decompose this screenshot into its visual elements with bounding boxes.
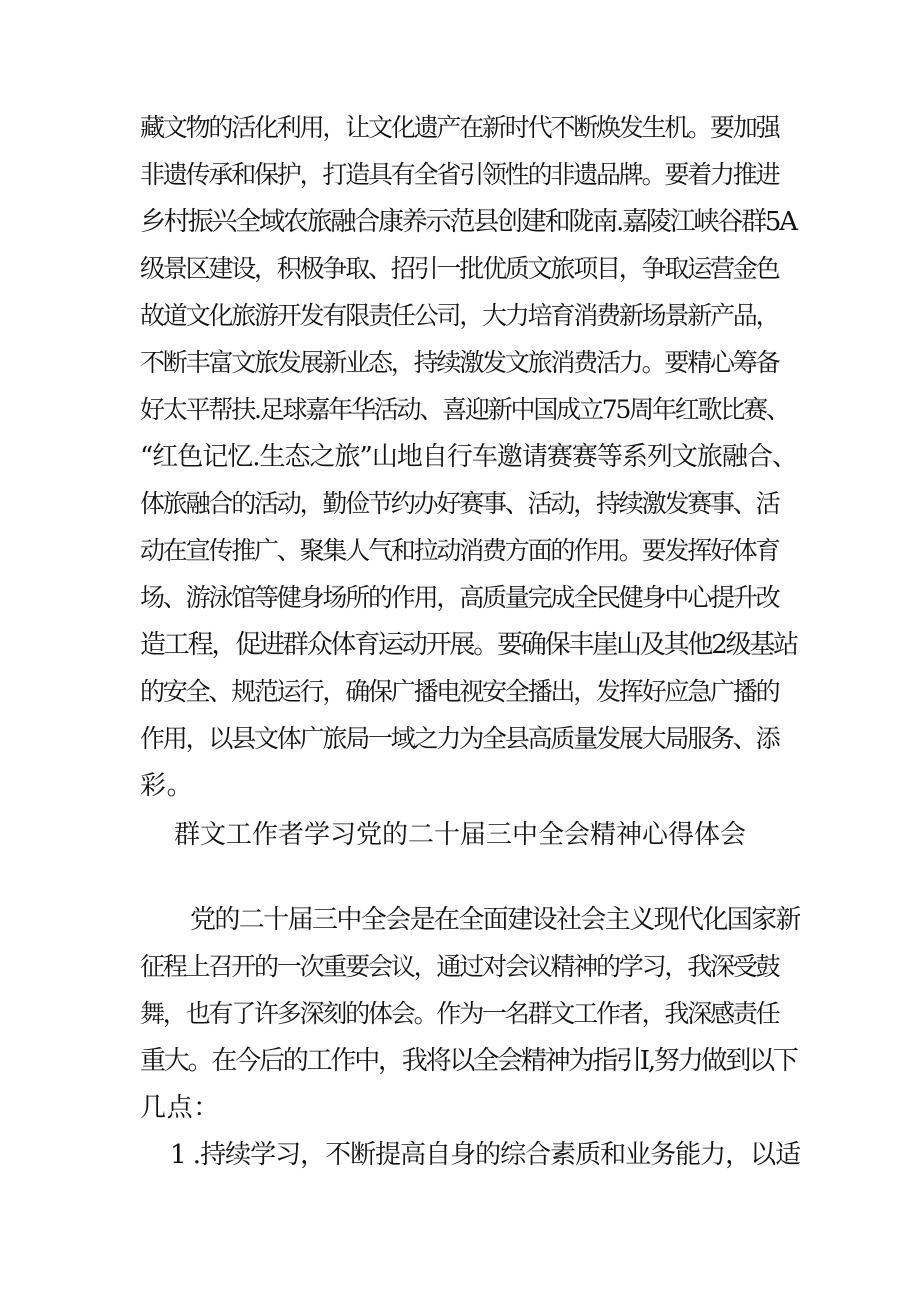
- paragraph-line: 体旅融合的活动，勤俭节约办好赛事、活动，持续激发赛事、活: [140, 489, 779, 518]
- section-heading: 群文工作者学习党的二十届三中全会精神心得体会: [173, 820, 746, 850]
- paragraph-line: 作用，以县文体广旅局一域之力为全县高质量发展大局服务、添: [140, 724, 779, 753]
- paragraph-line: 重大。在今后的工作中，我将以全会精神为指引I,努力做到以下: [140, 1046, 797, 1076]
- paragraph-line: 的安全、规范运行，确保广播电视安全播出，发挥好应急广播的: [140, 677, 779, 706]
- paragraph-line: 好太平帮扶.足球嘉年华活动、喜迎新中国成立75周年红歌比赛、: [140, 395, 789, 424]
- list-item-line: 1 .持续学习，不断提高自身的综合素质和业务能力，以适: [170, 1140, 800, 1170]
- paragraph-line: 征程上召开的一次重要会议，通过对会议精神的学习，我深受鼓: [140, 952, 779, 981]
- paragraph-line: 乡村振兴全域农旅融合康养示范县创建和陇南.嘉陵江峡谷群5A: [140, 207, 796, 237]
- paragraph-line: 非遗传承和保护，打造具有全省引领性的非遗品牌。要着力推进: [140, 160, 779, 189]
- paragraph-line: 几点：: [140, 1093, 220, 1123]
- paragraph-line: “红色记忆.生态之旅”山地自行车邀请赛赛等系列文旅融合、: [140, 442, 797, 472]
- paragraph-line: 藏文物的活化利用，让文化遗产在新时代不断焕发生机。要加强: [140, 113, 779, 142]
- paragraph-line: 党的二十届三中全会是在全面建设社会主义现代化国家新: [190, 905, 800, 935]
- paragraph-line: 场、游泳馆等健身场所的作用，高质量完成全民健身中心提升改: [140, 583, 779, 612]
- paragraph-line: 造工程，促进群众体育运动开展。要确保丰崖山及其他2级基站: [140, 630, 797, 660]
- paragraph-line: 动在宣传推广、聚集人气和拉动消费方面的作用。要发挥好体育: [140, 536, 779, 565]
- paragraph-line: 级景区建设，积极争取、招引一批优质文旅项目，争取运营金色: [140, 254, 779, 283]
- paragraph-line: 故道文化旅游开发有限责任公司，大力培育消费新场景新产品，: [140, 301, 779, 330]
- paragraph-line: 不断丰富文旅发展新业态，持续激发文旅消费活力。要精心筹备: [140, 348, 779, 377]
- paragraph-line: 舞，也有了许多深刻的体会。作为一名群文工作者，我深感责任: [140, 999, 779, 1028]
- paragraph-line: 彩。: [140, 771, 194, 801]
